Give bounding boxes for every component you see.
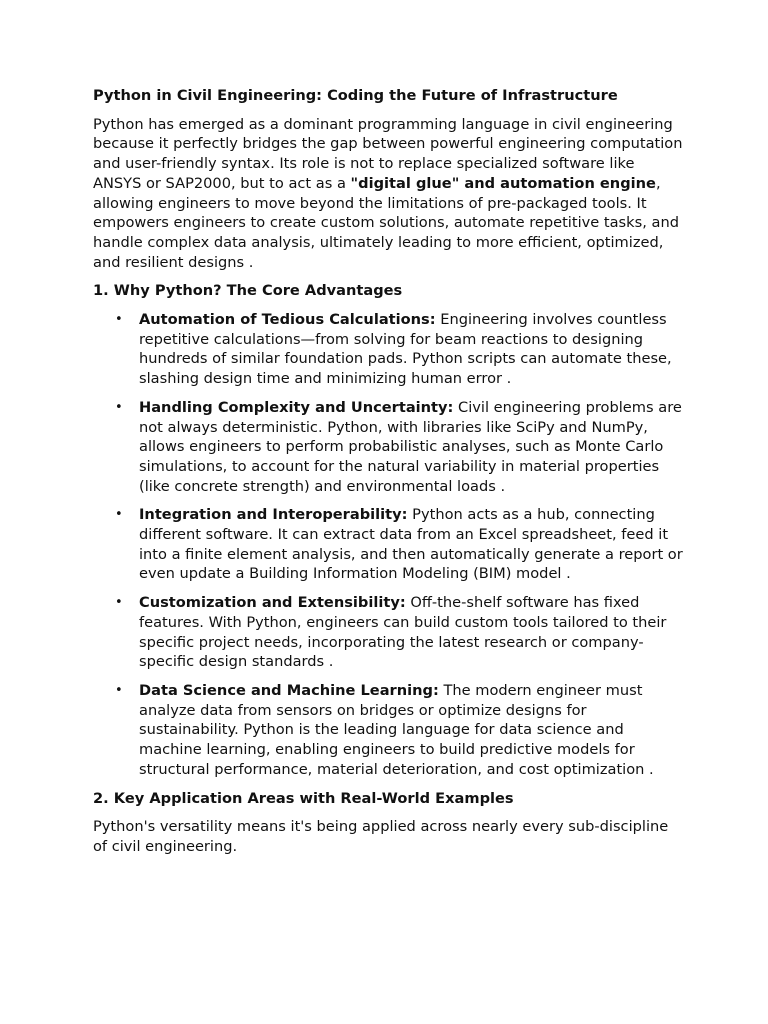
list-item-title: Integration and Interoperability: [139,506,408,524]
list-item [115,310,683,389]
intro-text-part1: Python has emerged as a dominant programming language in civil engineering because it perfectly bridges the gap between powerful engineering computation and user-friendly syntax. Its role is not to replace specialized software like ANSYS or SAP2000, but to act as a [93,115,683,192]
bullet-icon: • [115,399,123,415]
bullet-icon: • [115,595,123,611]
list-item-title: Data Science and Machine Learning: [139,681,439,699]
bullet-icon: • [115,682,123,698]
list-item-text: Off-the-shelf software has fixed features. With Python, engineers can build custom tools tailored to their specific project needs, incorporating the latest research or company-specific design standards . [139,594,667,671]
list-item [115,593,683,672]
list-item-title: Handling Complexity and Uncertainty: [139,398,454,416]
list-item-title: Automation of Tedious Calculations: [139,311,436,329]
intro-text-part2: , allowing engineers to move beyond the limitations of pre-packaged tools. It empowers engineers to create custom solutions, automate repetitive tasks, and handle complex data analysis, ultimately leading to more efficient, optimized, and resilient designs . [93,174,679,271]
bullet-icon: • [115,312,123,328]
list-item-text: Engineering involves countless repetitive calculations—from solving for beam reactions to designing hundreds of similar foundation pads. Python scripts can automate these, slashing design time and minimizing human error . [139,311,672,388]
section1-heading: 1. Why Python? The Core Advantages [93,282,403,300]
list-item [115,398,683,497]
list-item-text: Civil engineering problems are not always deterministic. Python, with libraries like SciPy and NumPy, allows engineers to perform probabilistic analyses, such as Monte Carlo simulations, to account for the natural variability in material properties (like concrete strength) and environmental loads . [139,398,682,495]
list-item-text: The modern engineer must analyze data from sensors on bridges or optimize designs for sustainability. Python is the leading language for data science and machine learning, enabling engineers to build predictive models for structural performance, material deterioration, and cost optimization . [139,681,654,778]
intro-emphasis: "digital glue" and automation engine [350,174,656,192]
section2-paragraph: Python's versatility means it's being applied across nearly every sub-discipline of civil engineering. [93,818,669,855]
list-item-text: Python acts as a hub, connecting different software. It can extract data from an Excel spreadsheet, feed it into a finite element analysis, and then automatically generate a report or even update a Building Information Modeling (BIM) model . [139,506,683,583]
list-item [115,681,683,780]
document-title: Python in Civil Engineering: Coding the Future of Infrastructure [93,87,618,104]
bullet-icon: • [115,507,123,523]
section2-heading: 2. Key Application Areas with Real-World Examples [93,789,514,807]
advantages-list [93,310,683,779]
list-item [115,505,683,584]
intro-paragraph [93,115,683,273]
list-item-title: Customization and Extensibility: [139,594,406,612]
document-page [93,86,683,866]
